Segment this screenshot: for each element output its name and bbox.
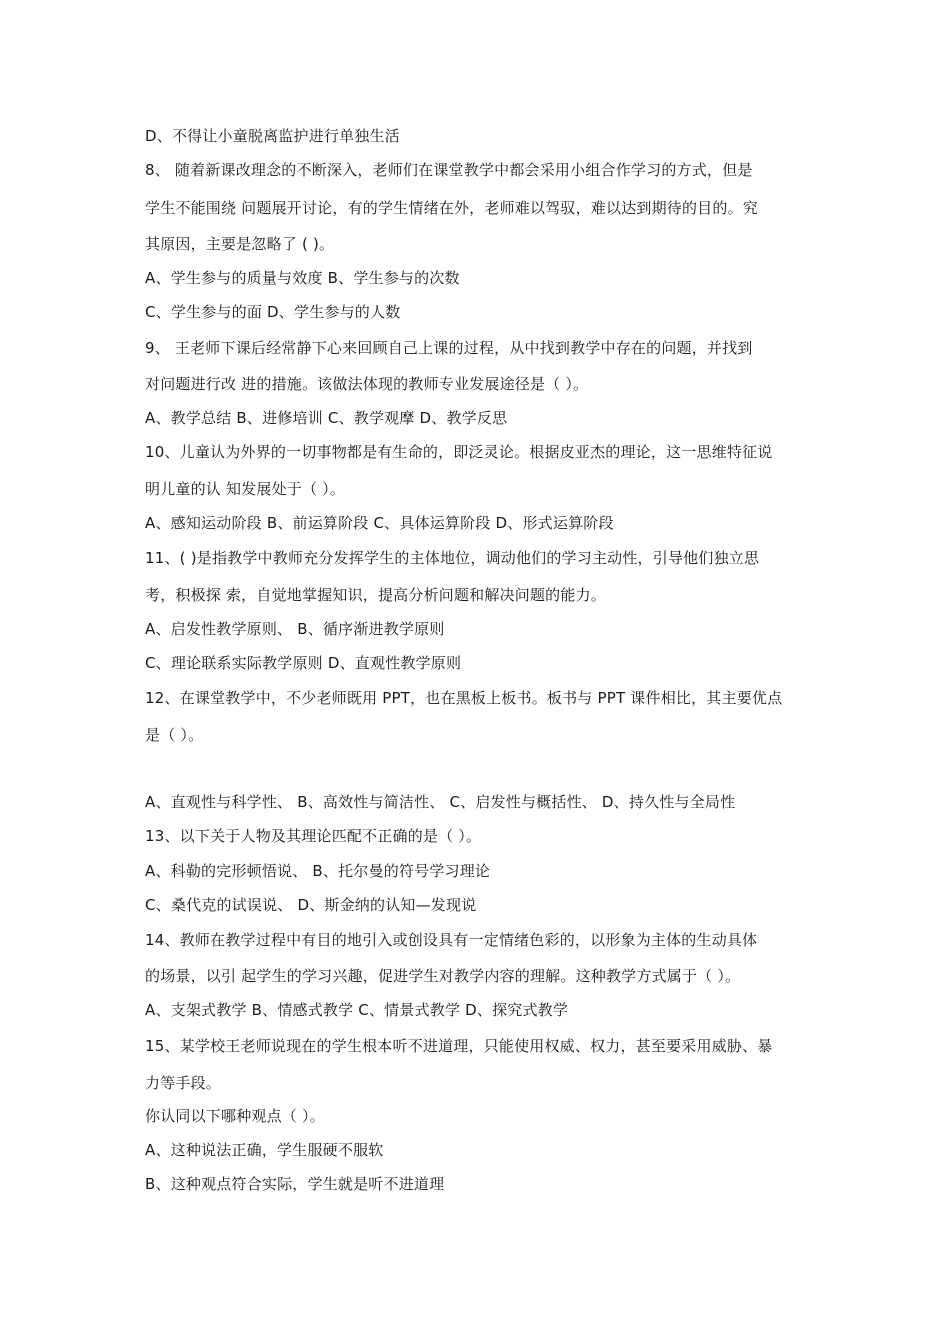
question-12-line: 12、在课堂教学中，不少老师既用 PPT，也在黑板上板书。板书与 PPT 课件相比，其主要优点 <box>145 689 783 707</box>
option-line: C、学生参与的面 D、学生参与的人数 <box>145 303 401 321</box>
option-line: A、感知运动阶段 B、前运算阶段 C、具体运算阶段 D、形式运算阶段 <box>145 514 614 532</box>
text-line: 明儿童的认 知发展处于（ ）。 <box>145 480 346 498</box>
question-8-line: 8、 随着新课改理念的不断深入，老师们在课堂教学中都会采用小组合作学习的方式，但是 <box>145 161 753 179</box>
text-line: 力等手段。 <box>145 1074 222 1092</box>
option-line: A、支架式教学 B、情感式教学 C、情景式教学 D、探究式教学 <box>145 1001 569 1019</box>
option-line: A、教学总结 B、进修培训 C、教学观摩 D、教学反思 <box>145 409 508 427</box>
question-13-line: 13、以下关于人物及其理论匹配不正确的是（ ）。 <box>145 827 482 845</box>
option-line: C、桑代克的试误说、 D、斯金纳的认知—发现说 <box>145 896 477 914</box>
option-line: C、理论联系实际教学原则 D、直观性教学原则 <box>145 654 462 672</box>
option-line: A、直观性与科学性、 B、高效性与简洁性、 C、启发性与概括性、 D、持久性与全局性 <box>145 793 736 811</box>
option-line: B、这种观点符合实际，学生就是听不进道理 <box>145 1175 445 1193</box>
text-line: 是（ ）。 <box>145 726 204 744</box>
text-line: D、不得让小童脱离监护进行单独生活 <box>145 127 400 145</box>
option-line: A、学生参与的质量与效度 B、学生参与的次数 <box>145 269 460 287</box>
question-14-line: 14、教师在教学过程中有目的地引入或创设具有一定情绪色彩的，以形象为主体的生动具体 <box>145 931 758 949</box>
text-line: 对问题进行改 进的措施。该做法体现的教师专业发展途径是（ ）。 <box>145 375 589 393</box>
option-line: A、这种说法正确，学生服硬不服软 <box>145 1141 384 1159</box>
text-line: 学生不能围绕 问题展开讨论，有的学生情绪在外，老师难以驾驭，难以达到期待的目的。究 <box>145 199 758 217</box>
question-15-line: 15、某学校王老师说现在的学生根本听不进道理，只能使用权威、权力，甚至要采用威胁、暴 <box>145 1037 773 1055</box>
question-10-line: 10、儿童认为外界的一切事物都是有生命的，即泛灵论。根据皮亚杰的理论，这一思维特征说 <box>145 443 773 461</box>
text-line: 考，积极探 索，自觉地掌握知识，提高分析问题和解决问题的能力。 <box>145 586 606 604</box>
question-9-line: 9、 王老师下课后经常静下心来回顾自己上课的过程，从中找到教学中存在的问题，并找到 <box>145 339 753 357</box>
text-line: 你认同以下哪种观点（ ）。 <box>145 1107 325 1125</box>
text-line: 其原因，主要是忽略了 ( )。 <box>145 235 335 253</box>
question-11-line: 11、( )是指教学中教师充分发挥学生的主体地位，调动他们的学习主动性，引导他们独立思 <box>145 549 760 567</box>
text-line: 的场景，以引 起学生的学习兴趣，促进学生对教学内容的理解。这种教学方式属于（ ）。 <box>145 967 741 985</box>
option-line: A、启发性教学原则、 B、循序渐进教学原则 <box>145 620 445 638</box>
option-line: A、科勒的完形顿悟说、 B、托尔曼的符号学习理论 <box>145 862 491 880</box>
